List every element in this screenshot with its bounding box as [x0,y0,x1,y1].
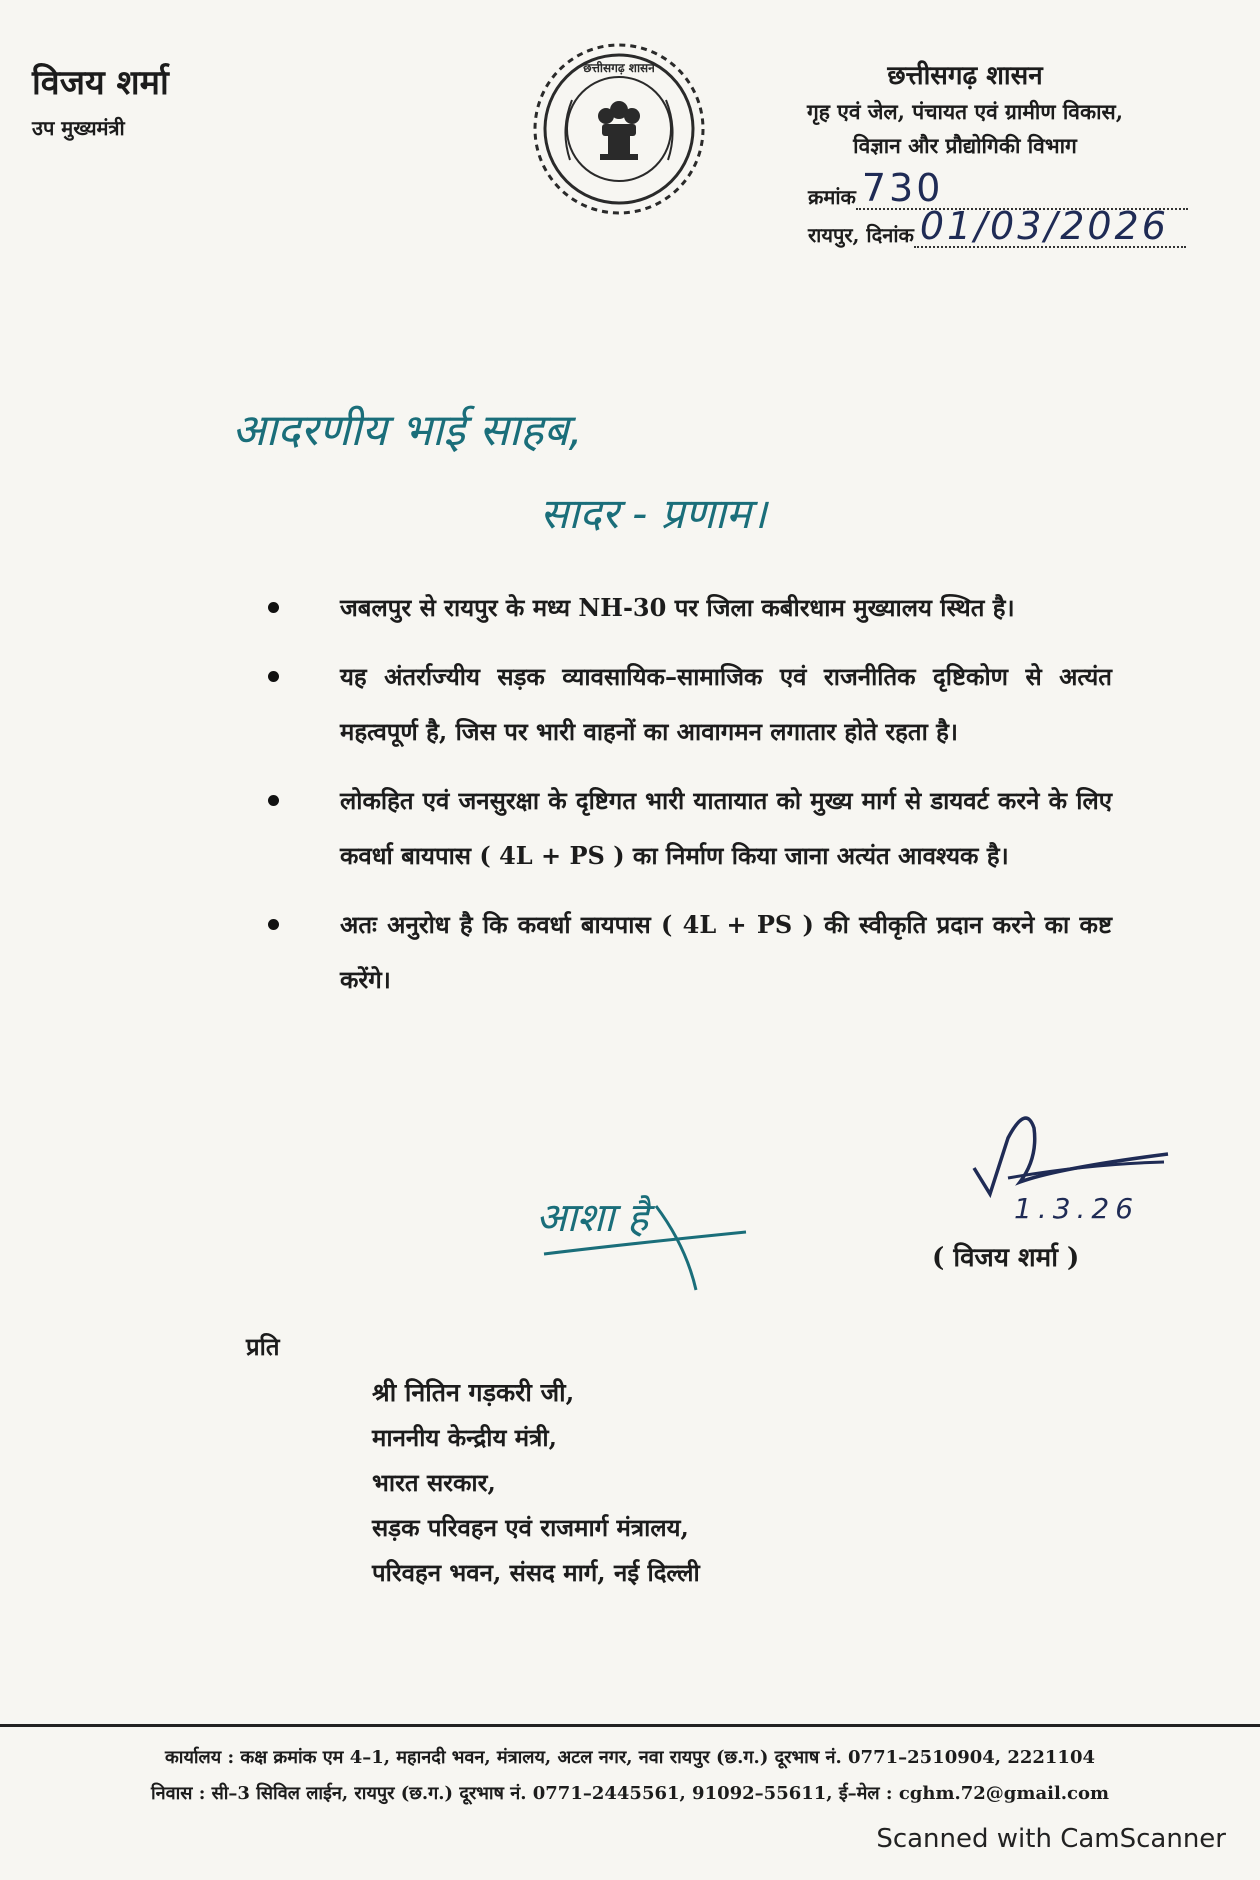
emblem-text: छत्तीसगढ़ शासन [583,61,655,75]
office-address: कार्यालय : कक्ष क्रमांक एम 4–1, महानदी भवन, मंत्रालय, अटल नगर, नवा रायपुर (छ.ग.) दूरभाष नं. 0771–2510904, 2221104 [164,1747,1096,1768]
list-item [262,580,1112,635]
point-text: लोकहित एवं जनसुरक्षा के दृष्टिगत भारी यातायात को मुख्य मार्ग से डायवर्ट करने के लिए कवर्धा बायपास ( 4L + PS ) का निर्माण किया जाना अत्यंत आवश्यक है। [340,786,1112,870]
residence-address: निवास : सी–3 सिविल लाईन, रायपुर (छ.ग.) दूरभाष नं. 0771–2445561, 91092–55611, ई–मेल : cghm.72@gmail.com [150,1783,1110,1804]
bullet-list [262,580,1112,1021]
recipient-prefix: प्रति [246,1332,280,1361]
bullet-icon [268,919,279,930]
sender-name: विजय शर्मा [32,63,169,103]
footer [0,1740,1260,1812]
reference-label: क्रमांक [808,185,856,209]
recipient-line: श्री नितिन गड़करी जी, [372,1378,575,1407]
bullet-icon [268,795,279,806]
recipient-line: परिवहन भवन, संसद मार्ग, नई दिल्ली [372,1558,700,1587]
scanner-watermark: Scanned with CamScanner [876,1824,1226,1854]
recipient-address [372,1370,700,1595]
salutation: आदरणीय भाई साहब, [232,405,583,456]
reference-number: 730 [856,168,1188,210]
recipient-line: भारत सरकार, [372,1468,496,1497]
footer-divider [0,1724,1260,1727]
bullet-icon [268,671,279,682]
date-label: रायपुर, दिनांक [808,223,914,247]
list-item [262,897,1112,1007]
greeting: सादर - प्रणाम। [540,489,767,538]
department-line-2: विज्ञान और प्रौद्योगिकी विभाग [853,133,1077,158]
department-block [730,56,1200,160]
department-line-1: गृह एवं जेल, पंचायत एवं ग्रामीण विकास, [806,99,1124,124]
signatory-name: ( विजय शर्मा ) [932,1243,1080,1273]
point-text: जबलपुर से रायपुर के मध्य NH-30 पर जिला कबीरधाम मुख्यालय स्थित है। [340,593,1015,622]
signature-date: 1.3.26 [1014,1192,1140,1225]
bullet-icon [268,602,279,613]
date-row [808,206,1186,248]
note-strokes-icon [536,1186,756,1294]
point-text: यह अंतर्राज्यीय सड़क व्यावसायिक–सामाजिक एवं राजनीतिक दृष्टिकोण से अत्यंत महत्वपूर्ण है, जिस पर भारी वाहनों का आवागमन लगातार होते रहता है। [340,662,1112,746]
sender-title: उप मुख्यमंत्री [32,116,125,140]
handwritten-note: आशा है [536,1195,649,1241]
recipient-line: माननीय केन्द्रीय मंत्री, [372,1423,557,1452]
list-item [262,773,1112,883]
state-emblem-icon [530,40,708,218]
recipient-line: सड़क परिवहन एवं राजमार्ग मंत्रालय, [372,1513,689,1542]
government-name: छत्तीसगढ़ शासन [887,61,1043,91]
list-item [262,649,1112,759]
date-value: 01/03/2026 [914,206,1186,248]
point-text: अतः अनुरोध है कि कवर्धा बायपास ( 4L + PS ) की स्वीकृति प्रदान करने का कष्ट करेंगे। [340,910,1112,994]
